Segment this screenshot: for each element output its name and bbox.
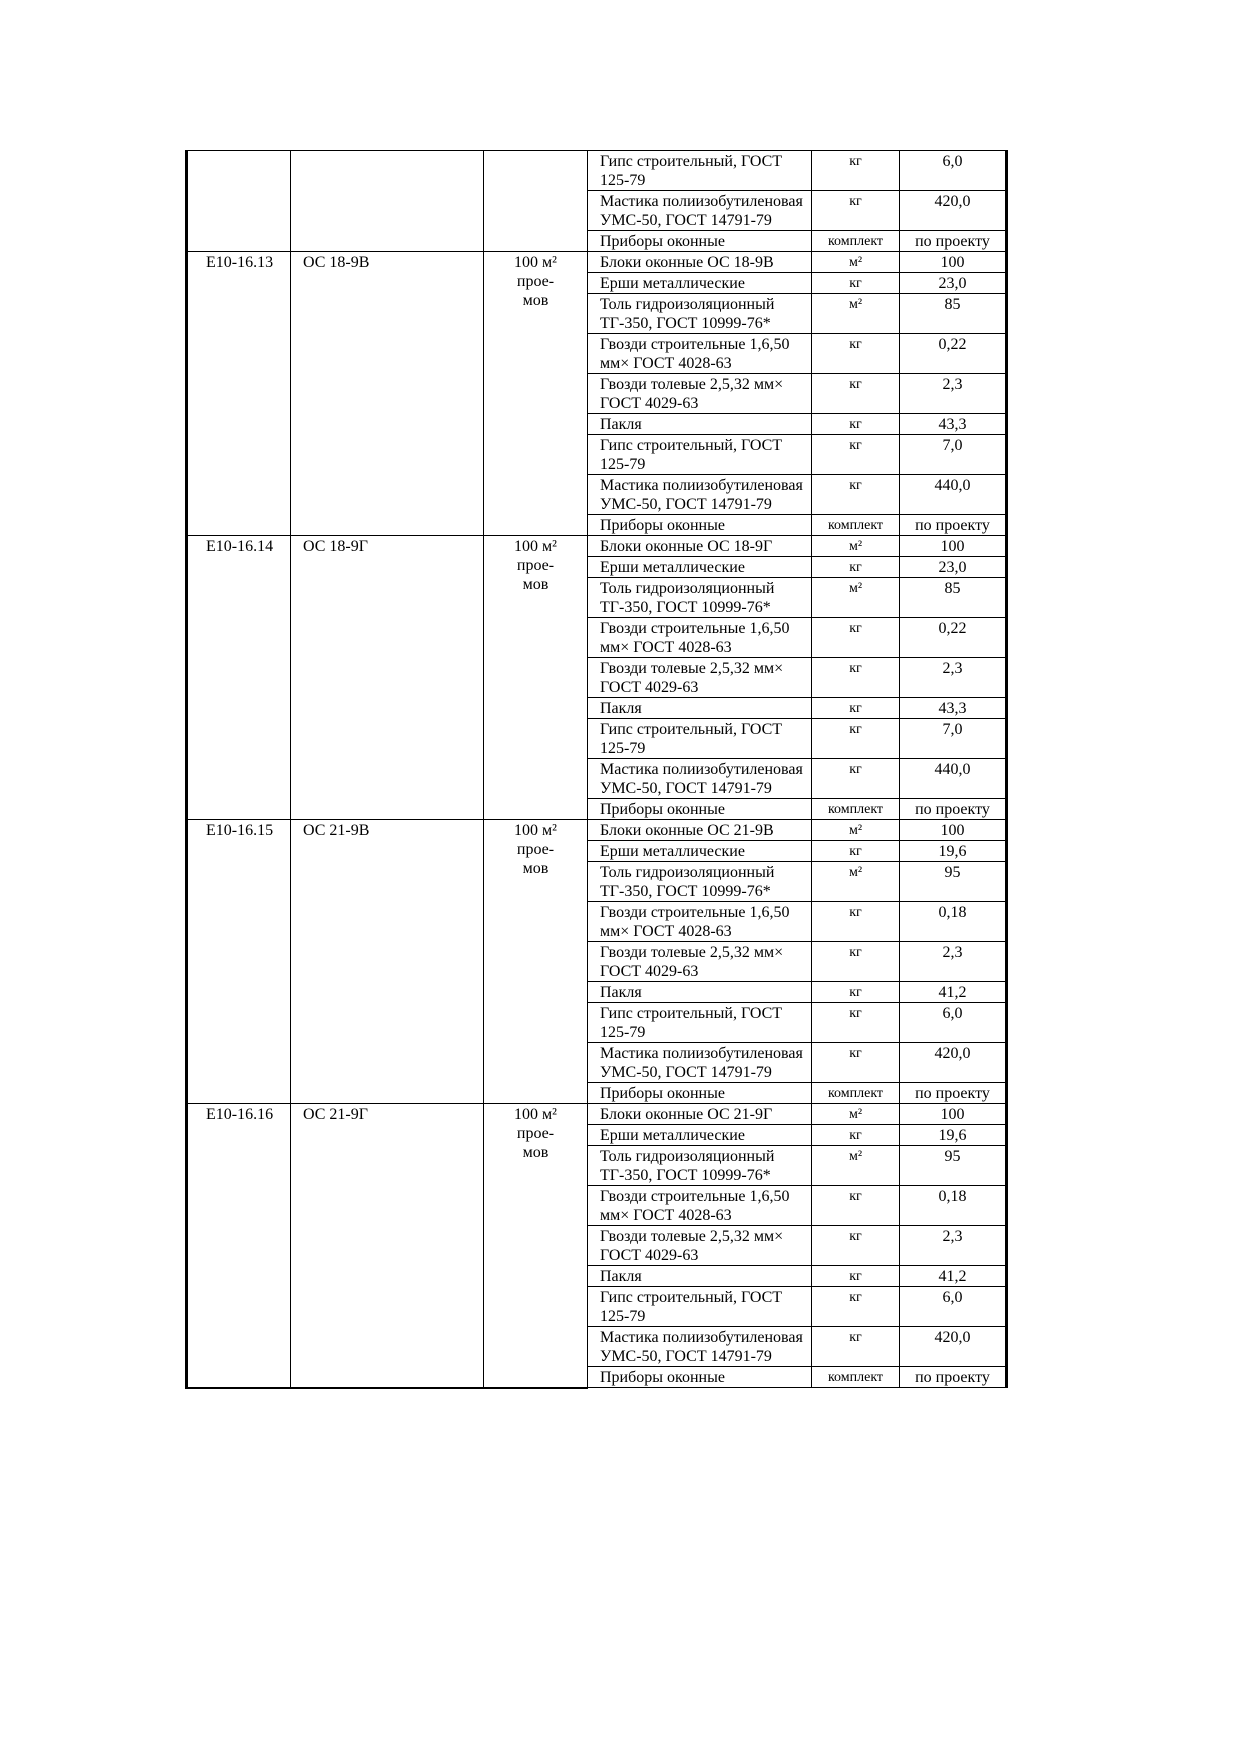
resource-unit-cell: кг (812, 982, 900, 1003)
resource-unit-cell: комплект (812, 515, 900, 536)
resource-qty-cell: 2,3 (900, 658, 1007, 698)
resource-unit-cell: кг (812, 1003, 900, 1043)
table-row (187, 820, 1007, 841)
resource-qty-cell: 100 (900, 820, 1007, 841)
resource-qty-cell: 41,2 (900, 1266, 1007, 1287)
resource-unit-cell: кг (812, 698, 900, 719)
resource-unit-cell: м² (812, 536, 900, 557)
resource-name-cell: Приборы оконные (588, 515, 812, 536)
resource-qty-cell: 95 (900, 1146, 1007, 1186)
resource-name-cell: Мастика полиизобутиленовая УМС-50, ГОСТ 14791-79 (588, 1043, 812, 1083)
resource-unit-cell: кг (812, 1327, 900, 1367)
norms-table (185, 150, 1008, 1389)
measure-unit-cell (484, 820, 588, 1104)
resource-unit-cell: кг (812, 942, 900, 982)
resource-unit-cell: м² (812, 294, 900, 334)
resource-qty-cell: 23,0 (900, 557, 1007, 578)
resource-name-cell: Пакля (588, 698, 812, 719)
resource-qty-cell: 0,18 (900, 1186, 1007, 1226)
resource-name-cell: Мастика полиизобутиленовая УМС-50, ГОСТ 14791-79 (588, 759, 812, 799)
resource-qty-cell: 100 (900, 1104, 1007, 1125)
resource-unit-cell: кг (812, 1287, 900, 1327)
window-mark-cell: ОС 18-9Г (291, 536, 484, 820)
resource-qty-cell: 23,0 (900, 273, 1007, 294)
resource-unit-cell: кг (812, 1125, 900, 1146)
resource-qty-cell: 420,0 (900, 191, 1007, 231)
window-mark-cell: ОС 18-9В (291, 252, 484, 536)
resource-unit-cell: кг (812, 719, 900, 759)
measure-unit-text: 100 м² прое- мов (514, 254, 557, 309)
resource-name-cell: Гипс строительный, ГОСТ 125-79 (588, 719, 812, 759)
resource-qty-cell: 19,6 (900, 1125, 1007, 1146)
resource-name-cell: Блоки оконные ОС 18-9Г (588, 536, 812, 557)
resource-name-cell: Толь гидроизоляционный ТГ-350, ГОСТ 10999-76* (588, 578, 812, 618)
resource-qty-cell: по проекту (900, 515, 1007, 536)
resource-qty-cell: 85 (900, 294, 1007, 334)
measure-cell-empty (484, 151, 588, 252)
resource-qty-cell: 95 (900, 862, 1007, 902)
resource-qty-cell: 440,0 (900, 759, 1007, 799)
resource-name-cell: Гвозди строительные 1,6,50 мм× ГОСТ 4028-63 (588, 334, 812, 374)
resource-unit-cell: кг (812, 374, 900, 414)
resource-qty-cell: 85 (900, 578, 1007, 618)
resource-qty-cell: 2,3 (900, 1226, 1007, 1266)
resource-qty-cell: 0,22 (900, 618, 1007, 658)
resource-name-cell: Приборы оконные (588, 231, 812, 252)
resource-unit-cell: кг (812, 273, 900, 294)
resource-unit-cell: м² (812, 1146, 900, 1186)
resource-name-cell: Гвозди толевые 2,5,32 мм× ГОСТ 4029-63 (588, 374, 812, 414)
resource-name-cell: Блоки оконные ОС 21-9Г (588, 1104, 812, 1125)
resource-name-cell: Блоки оконные ОС 21-9В (588, 820, 812, 841)
resource-name-cell: Мастика полиизобутиленовая УМС-50, ГОСТ 14791-79 (588, 1327, 812, 1367)
resource-name-cell: Гвозди толевые 2,5,32 мм× ГОСТ 4029-63 (588, 658, 812, 698)
resource-unit-cell: м² (812, 1104, 900, 1125)
resource-unit-cell: кг (812, 1043, 900, 1083)
resource-qty-cell: 440,0 (900, 475, 1007, 515)
resource-unit-cell: кг (812, 191, 900, 231)
resource-unit-cell: кг (812, 414, 900, 435)
resource-unit-cell: кг (812, 151, 900, 191)
table-row (187, 536, 1007, 557)
measure-unit-text: 100 м² прое- мов (514, 538, 557, 593)
resource-name-cell: Гипс строительный, ГОСТ 125-79 (588, 435, 812, 475)
resource-unit-cell: м² (812, 862, 900, 902)
resource-name-cell: Толь гидроизоляционный ТГ-350, ГОСТ 10999-76* (588, 862, 812, 902)
resource-name-cell: Блоки оконные ОС 18-9В (588, 252, 812, 273)
resource-qty-cell: 6,0 (900, 151, 1007, 191)
norm-code-cell: Е10-16.13 (187, 252, 291, 536)
measure-unit-text: 100 м² прое- мов (514, 822, 557, 877)
measure-unit-cell (484, 252, 588, 536)
resource-unit-cell: комплект (812, 231, 900, 252)
resource-unit-cell: кг (812, 902, 900, 942)
window-mark-cell: ОС 21-9В (291, 820, 484, 1104)
resource-name-cell: Пакля (588, 1266, 812, 1287)
measure-unit-cell (484, 536, 588, 820)
resource-qty-cell: 100 (900, 536, 1007, 557)
resource-qty-cell: 41,2 (900, 982, 1007, 1003)
resource-name-cell: Гипс строительный, ГОСТ 125-79 (588, 151, 812, 191)
resource-qty-cell: 0,18 (900, 902, 1007, 942)
resource-qty-cell: 43,3 (900, 414, 1007, 435)
measure-unit-cell (484, 1104, 588, 1388)
resource-qty-cell: по проекту (900, 231, 1007, 252)
resource-name-cell: Ерши металлические (588, 1125, 812, 1146)
resource-name-cell: Мастика полиизобутиленовая УМС-50, ГОСТ 14791-79 (588, 475, 812, 515)
resource-name-cell: Приборы оконные (588, 1367, 812, 1388)
resource-name-cell: Гвозди строительные 1,6,50 мм× ГОСТ 4028-63 (588, 618, 812, 658)
resource-unit-cell: кг (812, 618, 900, 658)
resource-unit-cell: м² (812, 820, 900, 841)
resource-name-cell: Пакля (588, 414, 812, 435)
resource-unit-cell: комплект (812, 799, 900, 820)
norms-table-body (187, 151, 1007, 1388)
resource-unit-cell: кг (812, 1186, 900, 1226)
resource-qty-cell: 43,3 (900, 698, 1007, 719)
resource-name-cell: Толь гидроизоляционный ТГ-350, ГОСТ 10999-76* (588, 1146, 812, 1186)
resource-unit-cell: кг (812, 1266, 900, 1287)
window-mark-cell: ОС 21-9Г (291, 1104, 484, 1388)
resource-qty-cell: 2,3 (900, 942, 1007, 982)
norm-code-cell: Е10-16.14 (187, 536, 291, 820)
resource-qty-cell: 19,6 (900, 841, 1007, 862)
resource-name-cell: Ерши металлические (588, 273, 812, 294)
resource-unit-cell: кг (812, 841, 900, 862)
mark-cell-empty (291, 151, 484, 252)
resource-qty-cell: 0,22 (900, 334, 1007, 374)
resource-unit-cell: кг (812, 334, 900, 374)
resource-unit-cell: комплект (812, 1083, 900, 1104)
resource-qty-cell: 100 (900, 252, 1007, 273)
resource-qty-cell: по проекту (900, 799, 1007, 820)
resource-name-cell: Гвозди толевые 2,5,32 мм× ГОСТ 4029-63 (588, 942, 812, 982)
resource-name-cell: Ерши металлические (588, 841, 812, 862)
norm-code-cell: Е10-16.16 (187, 1104, 291, 1388)
resource-name-cell: Гвозди толевые 2,5,32 мм× ГОСТ 4029-63 (588, 1226, 812, 1266)
resource-unit-cell: кг (812, 475, 900, 515)
table-row (187, 151, 1007, 191)
resource-name-cell: Пакля (588, 982, 812, 1003)
resource-qty-cell: 420,0 (900, 1327, 1007, 1367)
resource-name-cell: Гипс строительный, ГОСТ 125-79 (588, 1287, 812, 1327)
resource-qty-cell: 7,0 (900, 719, 1007, 759)
resource-qty-cell: 420,0 (900, 1043, 1007, 1083)
norm-code-cell: Е10-16.15 (187, 820, 291, 1104)
code-cell-empty (187, 151, 291, 252)
resource-qty-cell: по проекту (900, 1083, 1007, 1104)
resource-unit-cell: кг (812, 759, 900, 799)
resource-name-cell: Толь гидроизоляционный ТГ-350, ГОСТ 10999-76* (588, 294, 812, 334)
resource-name-cell: Приборы оконные (588, 1083, 812, 1104)
resource-unit-cell: м² (812, 252, 900, 273)
table-row (187, 252, 1007, 273)
resource-qty-cell: 6,0 (900, 1003, 1007, 1043)
resource-qty-cell: по проекту (900, 1367, 1007, 1388)
measure-unit-text: 100 м² прое- мов (514, 1106, 557, 1161)
resource-name-cell: Гвозди строительные 1,6,50 мм× ГОСТ 4028-63 (588, 902, 812, 942)
resource-name-cell: Гвозди строительные 1,6,50 мм× ГОСТ 4028-63 (588, 1186, 812, 1226)
resource-unit-cell: кг (812, 1226, 900, 1266)
resource-unit-cell: м² (812, 578, 900, 618)
resource-unit-cell: кг (812, 658, 900, 698)
resource-qty-cell: 7,0 (900, 435, 1007, 475)
resource-unit-cell: комплект (812, 1367, 900, 1388)
resource-name-cell: Приборы оконные (588, 799, 812, 820)
resource-name-cell: Ерши металлические (588, 557, 812, 578)
resource-name-cell: Мастика полиизобутиленовая УМС-50, ГОСТ 14791-79 (588, 191, 812, 231)
resource-unit-cell: кг (812, 557, 900, 578)
resource-unit-cell: кг (812, 435, 900, 475)
table-row (187, 1104, 1007, 1125)
resource-qty-cell: 2,3 (900, 374, 1007, 414)
resource-qty-cell: 6,0 (900, 1287, 1007, 1327)
resource-name-cell: Гипс строительный, ГОСТ 125-79 (588, 1003, 812, 1043)
